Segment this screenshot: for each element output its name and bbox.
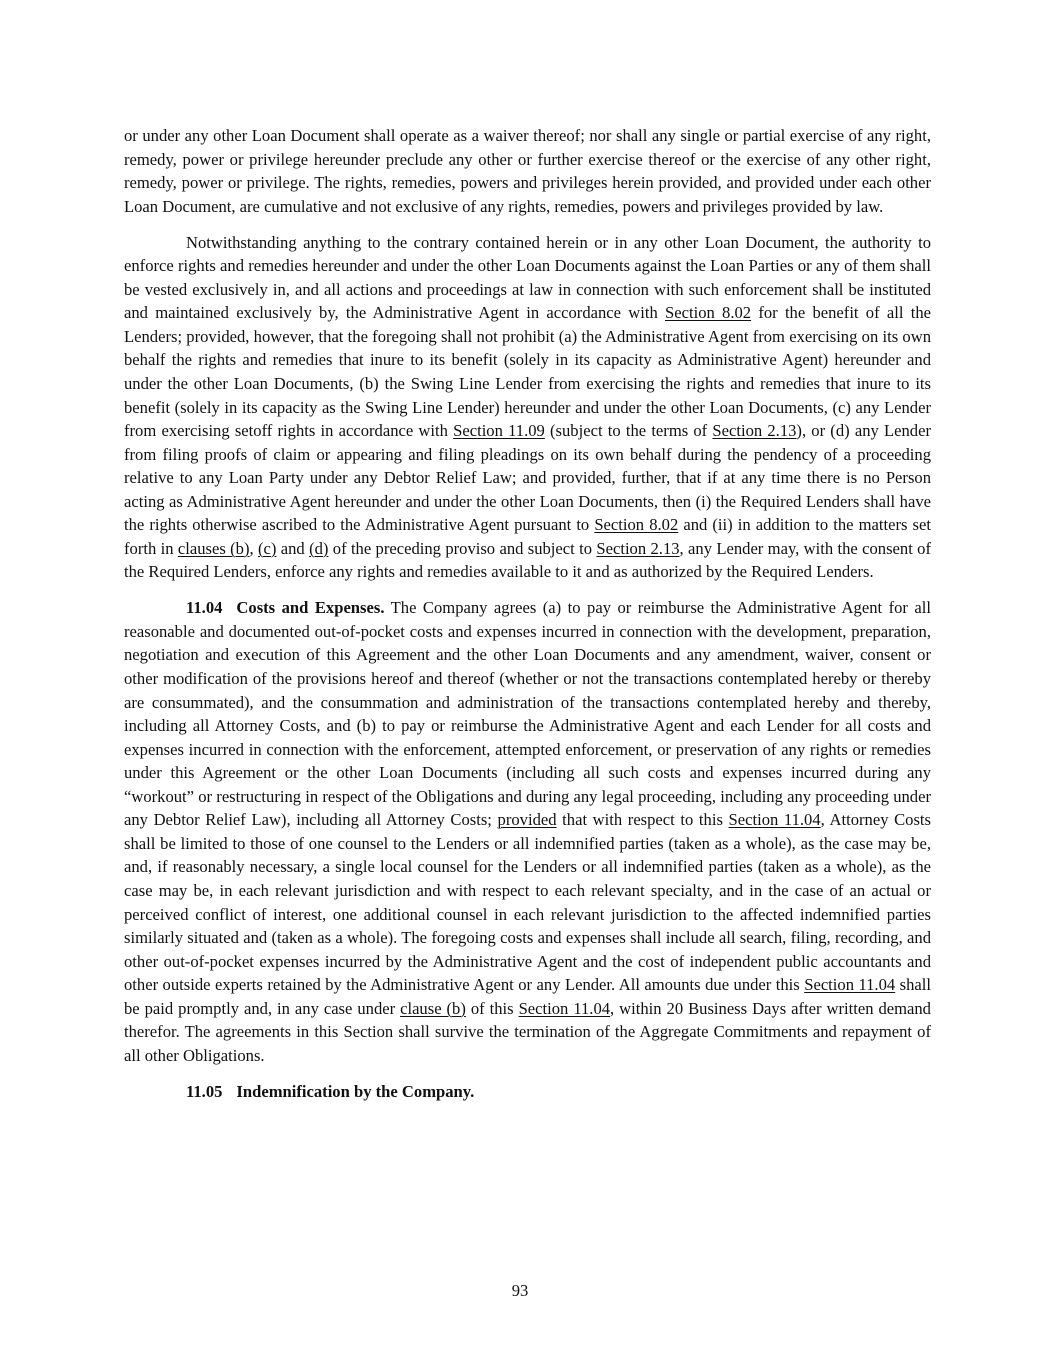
section-title: Indemnification by the Company.	[236, 1081, 475, 1101]
clause-reference: (c)	[257, 538, 277, 558]
paragraph-text: , within 20 Business Days after written demand therefor. The agreements in this Section shall survive the termination of the Aggregate Commitments and repayment of all other Obligations.	[124, 998, 931, 1065]
section-reference: Section 8.02	[594, 515, 679, 535]
proviso-reference: provided	[497, 810, 557, 830]
paragraph-text: The Company agrees (a) to pay or reimburse the Administrative Agent for all reasonable and documented out-of-pocket costs and expenses incurred in connection with the development, preparation, negotiation and execution of this Agreement and the other Loan Documents and any amendment, waiver, consent or other modification of the provisions hereof and thereof (whether or not the transactions contemplated hereby or thereby are consummated), and the consummation and administration of the transactions contemplated hereby and thereby, including all Attorney Costs, and (b) to pay or reimburse the Administrative Agent and each Lender for all costs and expenses incurred in connection with the enforcement, attempted enforcement, or preservation of any rights or remedies under this Agreement or the other Loan Documents (including all such costs and expenses incurred during any “workout” or restructuring in respect of the Obligations and during any legal proceeding, including any proceeding under any Debtor Relief Law), including all Attorney Costs;	[124, 598, 931, 830]
paragraph-text: Notwithstanding anything to the contrary contained herein or in any other Loan Document, the authority to enforce rights and remedies hereunder and under the other Loan Documents against the Loan Parties or any of them shall be vested exclusively in, and all actions and proceedings at law in connection with such enforcement shall be instituted and maintained exclusively by, the Administrative Agent in accordance with	[124, 232, 931, 323]
paragraph-text: (subject to the terms of	[544, 421, 713, 441]
paragraph-text: , any Lender may, with the consent of the Required Lenders, enforce any rights and remedies available to it and as authorized by the Required Lenders.	[124, 538, 931, 582]
paragraph-text: of this	[465, 998, 519, 1018]
paragraph-text: and (ii) in addition to the matters set forth in	[124, 515, 931, 558]
paragraph-text: of the preceding proviso and subject to	[328, 538, 597, 558]
section-reference: Section 11.04	[728, 810, 821, 830]
paragraph-text: , Attorney Costs shall be limited to those of one counsel to the Lenders or all indemnified parties (taken as a whole), as the case may be, and, if reasonably necessary, a single local counsel for the Lenders or all indemnified parties (taken as a whole), as the case may be, in each relevant jurisdiction and with respect to each relevant specialty, and in the case of an actual or perceived conflict of interest, one additional counsel in each relevant jurisdiction to the affected indemnified parties similarly situated and (taken as a whole). The foregoing costs and expenses shall include all search, filing, recording, and other out-of-pocket expenses incurred by the Administrative Agent and the cost of independent public accountants and other outside experts retained by the Administrative Agent or any Lender. All amounts due under this	[124, 810, 932, 995]
section-number: 11.04	[186, 598, 223, 618]
document-page	[124, 124, 931, 1116]
section-reference: Section 2.13	[596, 538, 680, 558]
clause-reference: clauses (b)	[177, 538, 250, 558]
clause-reference: (d)	[309, 538, 329, 558]
paragraph-text: or under any other Loan Document shall operate as a waiver thereof; nor shall any single or partial exercise of any right, remedy, power or privilege hereunder preclude any other or further exercise thereof or the exercise of any other right, remedy, power or privilege. The rights, remedies, powers and privileges herein provided, and provided under each other Loan Document, are cumulative and not exclusive of any rights, remedies, powers and privileges provided by law.	[124, 126, 931, 216]
paragraph-text: shall be paid promptly and, in any case under	[124, 975, 931, 1018]
section-title: Costs and Expenses.	[236, 598, 385, 618]
section-reference: Section 11.09	[453, 421, 545, 441]
section-reference: Section 8.02	[665, 303, 752, 323]
paragraph-text: for the benefit of all the Lenders; provided, however, that the foregoing shall not prohibit (a) the Administrative Agent from exercising on its own behalf the rights and remedies that inure to its benefit (solely in its capacity as Administrative Agent) hereunder and under the other Loan Documents, (b) the Swing Line Lender from exercising the rights and remedies that inure to its benefit (solely in its capacity as the Swing Line Lender) hereunder and under the other Loan Documents, (c) any Lender from exercising setoff rights in accordance with	[124, 303, 931, 441]
clause-reference: clause (b)	[400, 998, 466, 1018]
section-11-05-heading	[124, 1080, 931, 1104]
paragraph-text: and	[276, 538, 310, 558]
paragraph-text: that with respect to this	[556, 810, 729, 830]
section-number: 11.05	[186, 1081, 223, 1101]
section-reference: Section 11.04	[518, 998, 611, 1018]
section-reference: Section 11.04	[804, 975, 896, 995]
page-number: 93	[511, 1281, 529, 1300]
paragraph-enforcement	[124, 231, 931, 584]
paragraph-text: ,	[249, 538, 258, 558]
section-reference: Section 2.13	[712, 421, 797, 441]
paragraph-waiver-continuation	[124, 124, 931, 218]
paragraph-text: ), or (d) any Lender from filing proofs of claim or appearing and filing pleadings on its own behalf during the pendency of a proceeding relative to any Loan Party under any Debtor Relief Law; and provided, further, that if at any time there is no Person acting as Administrative Agent hereunder and under the other Loan Documents, then (i) the Required Lenders shall have the rights otherwise ascribed to the Administrative Agent pursuant to	[124, 421, 931, 535]
section-11-04-costs-and-expenses	[124, 596, 931, 1067]
